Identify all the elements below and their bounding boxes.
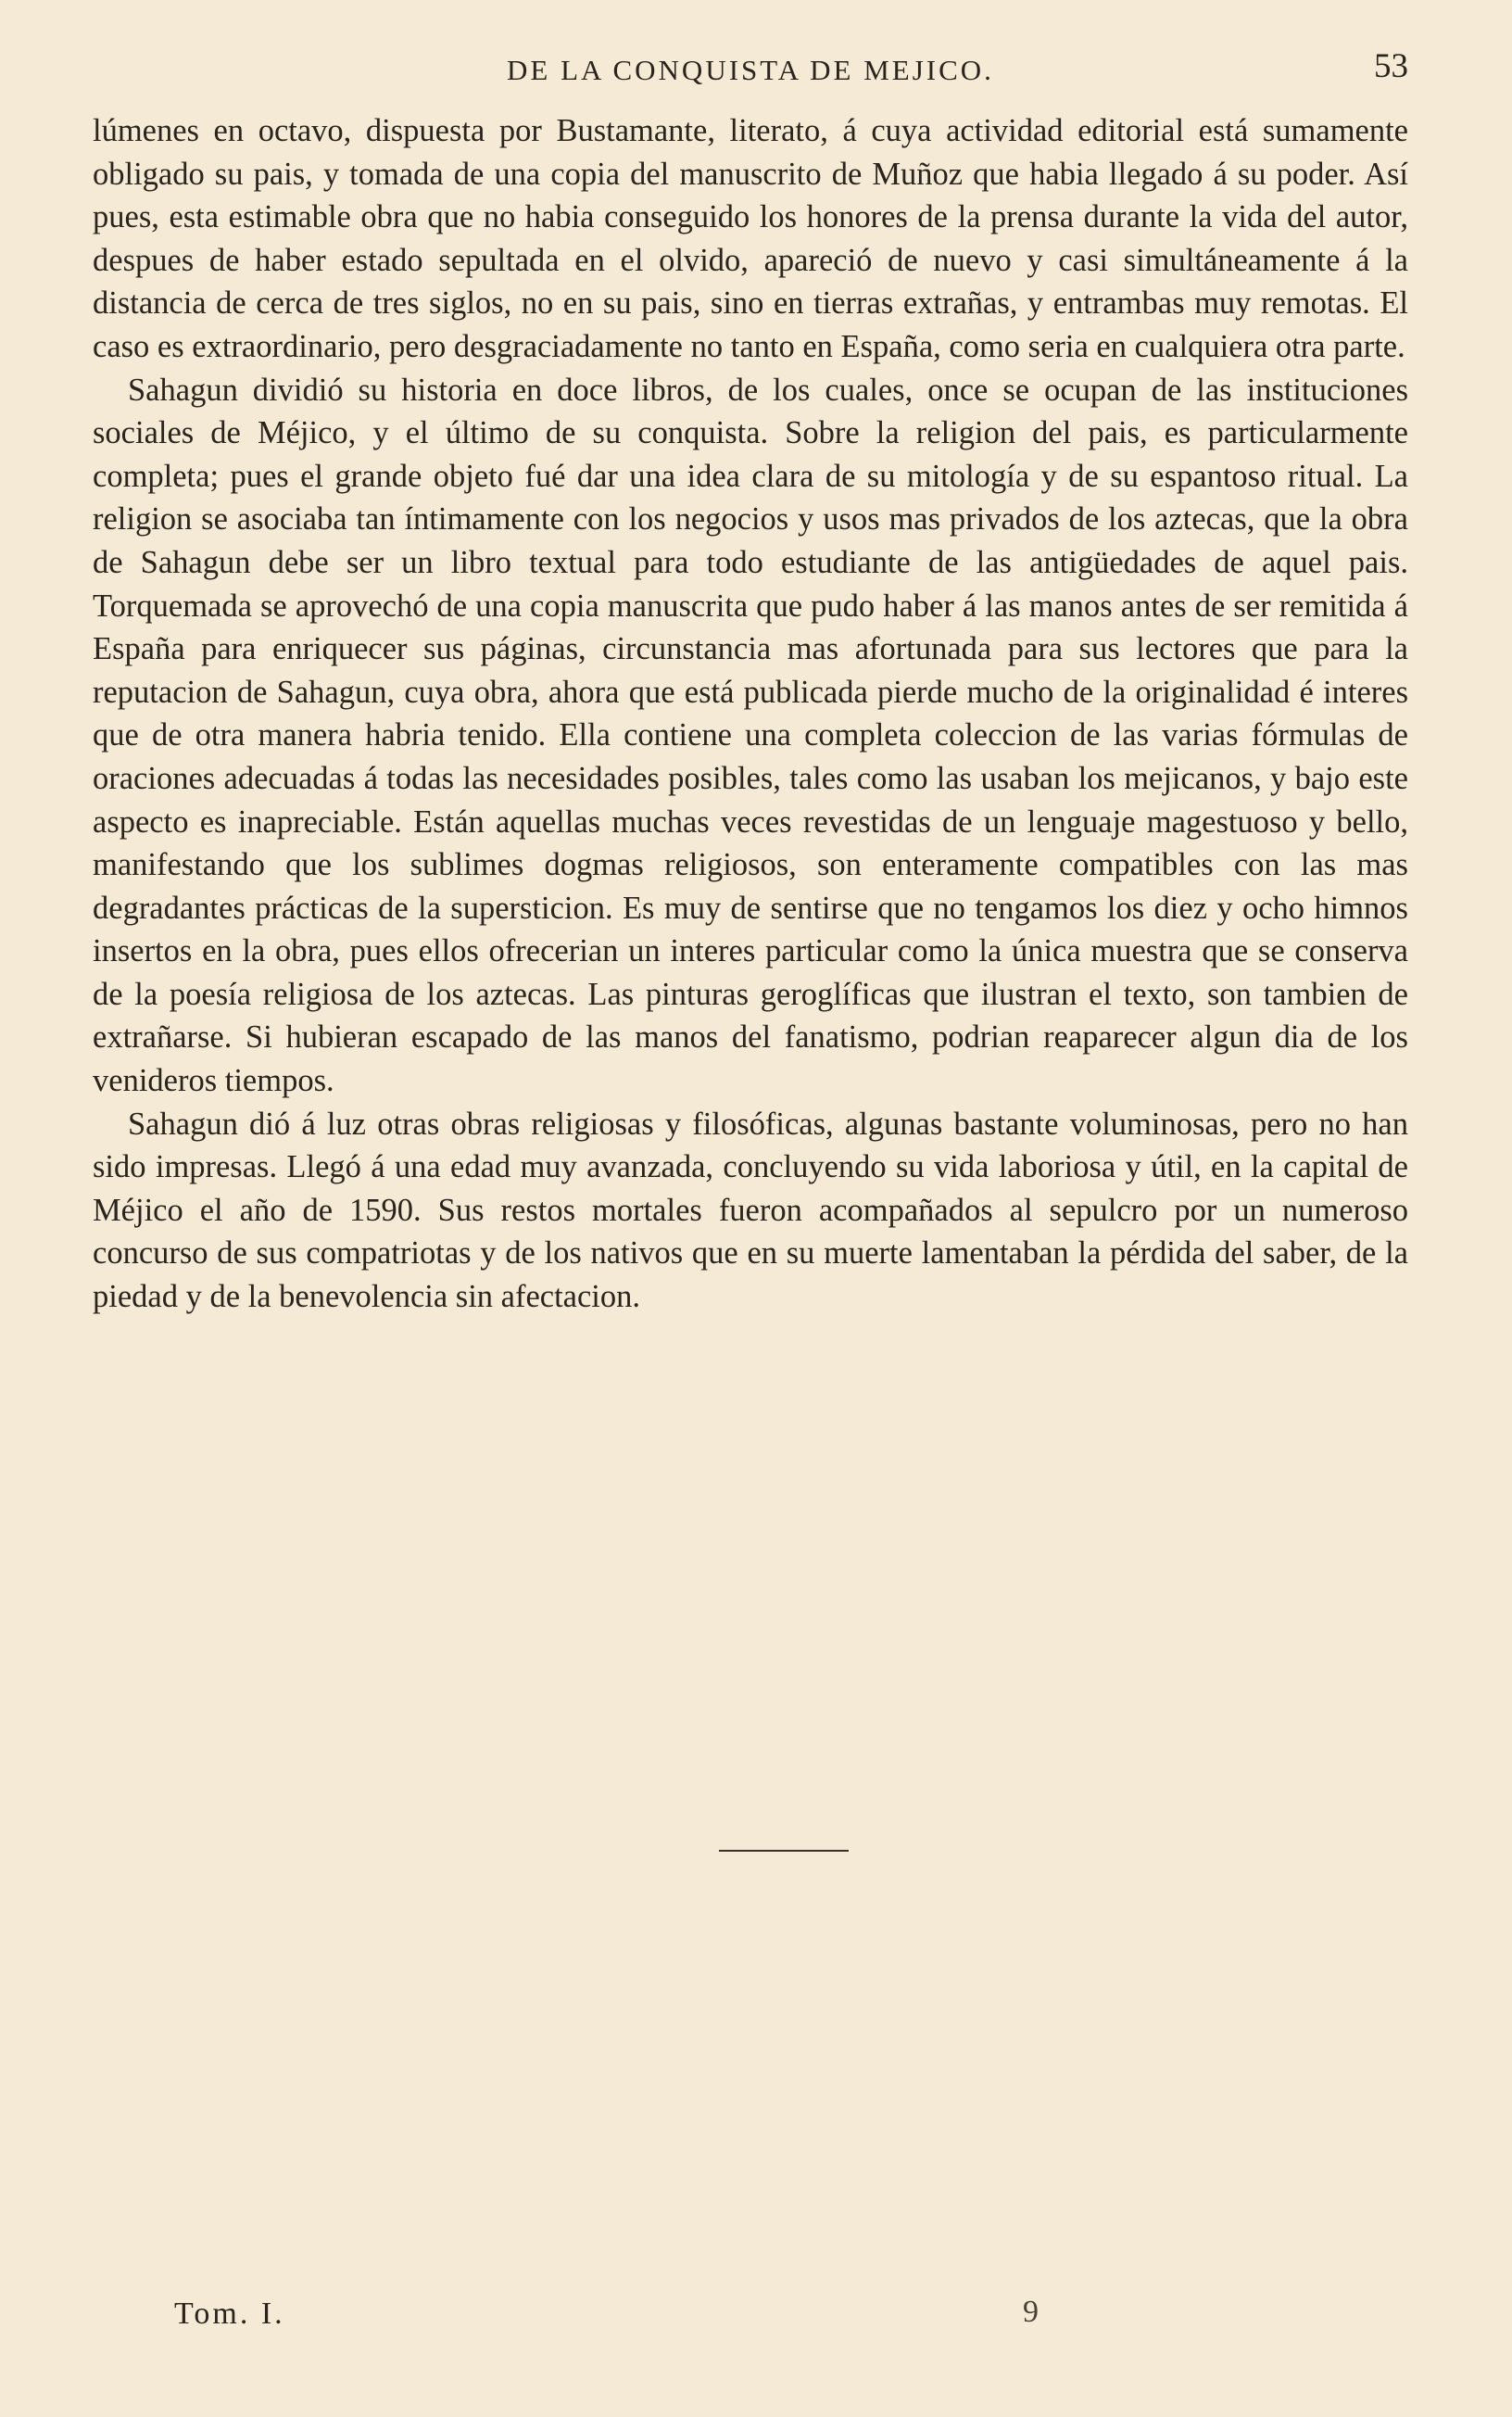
signature-mark: 9 bbox=[1023, 2295, 1039, 2329]
volume-label: Tom. I. bbox=[174, 2297, 285, 2331]
running-title: DE LA CONQUISTA DE MEJICO. bbox=[507, 54, 994, 86]
paragraph: Sahagun dió á luz otras obras religiosas y filosóficas, algunas bastante voluminosas, pero no han sido impresas. Llegó á una edad muy avanzada, concluyendo su vida laboriosa y útil, en la capital de Méjico el año de 1590. Sus restos mortales fueron acompañados al sepulcro por un numeroso concurso de sus compatriotas y de los nativos que en su muerte lamentaban la pérdida del saber, de la piedad y de la benevolencia sin afectacion. bbox=[93, 1106, 1408, 1315]
section-divider-rule bbox=[719, 1850, 849, 1852]
page-footer bbox=[93, 2297, 1408, 2343]
page-header bbox=[93, 47, 1408, 100]
paragraph: Sahagun dividió su historia en doce libros, de los cuales, once se ocupan de las instituciones sociales de Méjico, y el último de su conquista. Sobre la religion del pais, es particularmente completa; pues el grande objeto fué dar una idea clara de su mitología y de su espantoso ritual. La religion se asociaba tan íntimamente con los negocios y usos mas privados de los aztecas, que la obra de Sahagun debe ser un libro textual para todo estudiante de las antigüedades de aquel pais. Torquemada se aprovechó de una copia manuscrita que pudo haber á las manos antes de ser remitida á España para enriquecer sus páginas, circunstancia mas afortunada para sus lectores que para la reputacion de Sahagun, cuya obra, ahora que está publicada pierde mucho de la originalidad é interes que de otra manera habria tenido. Ella contiene una completa coleccion de las varias fórmulas de oraciones adecuadas á todas las necesidades posibles, tales como las usaban los mejicanos, y bajo este aspecto es inapreciable. Están aquellas muchas veces revestidas de un lenguaje magestuoso y bello, manifestando que los sublimes dogmas religiosos, son enteramente compatibles con las mas degradantes prácticas de la supersticion. Es muy de sentirse que no tengamos los diez y ocho himnos insertos en la obra, pues ellos ofrecerian un interes particular como la única muestra que se conserva de la poesía religiosa de los aztecas. Las pinturas geroglíficas que ilustran el texto, son tambien de extrañarse. Si hubieran escapado de las manos del fanatismo, podrian reaparecer algun dia de los venideros tiempos. bbox=[93, 372, 1408, 1099]
page-number: 53 bbox=[1374, 47, 1408, 85]
paragraph: lúmenes en octavo, dispuesta por Bustamante, literato, á cuya actividad editorial está sumamente obligado su pais, y tomada de una copia del manuscrito de Muñoz que habia llegado á su poder. Así pues, esta estimable obra que no habia conseguido los honores de la prensa durante la vida del autor, despues de haber estado sepultada en el olvido, apareció de nuevo y casi simultáneamente á la distancia de cerca de tres siglos, no en su pais, sino en tierras extrañas, y entrambas muy remotas. El caso es extraordinario, pero desgraciadamente no tanto en España, como seria en cualquiera otra parte. bbox=[93, 113, 1408, 364]
body-text bbox=[93, 109, 1408, 1319]
